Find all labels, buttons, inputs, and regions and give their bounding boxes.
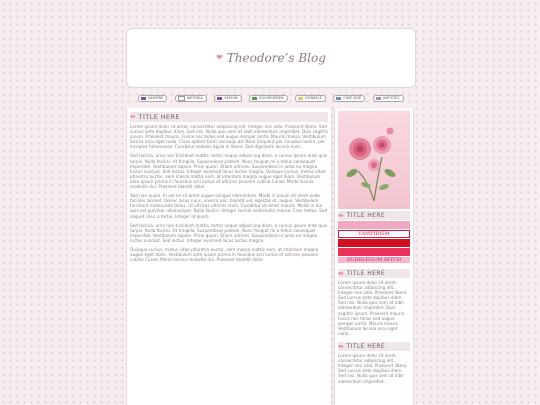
dash-icon: ▬ [338,211,344,219]
sidebar-section-header [338,269,410,278]
badge-red[interactable] [338,239,410,247]
nav-label: CIME SIDE [343,96,362,100]
dash-icon: ▬ [338,269,344,277]
post-paragraph: Sed lacinia, urna non tincidunt mattis, tortor neque adipiscing diam, a cursus ipsum ante quis turpis. Nulla facilisi. Ut fringilla. Suspendisse potenti. Nunc feugiat mi a tellus consequat imperdiet. Vestibulum sapien. Proin quam. Etiam ultrices. Suspendisse in justo eu magna luctus suscipit. Sed lectus. Integer euismod lacus luctus magna. [130,222,327,243]
sidebar-text: Lorem ipsum dolor sit amet, consectetur adipiscing elit. Integer nec odio. Praesent libero. Sed cursus ante dapibus diam. Sed nisi. Nulla quis sem at nibh elementum imperdiet. [338,353,408,384]
blog-title-wrap [216,51,326,65]
post-header [130,112,328,122]
blog-title[interactable]: Theodore’s Blog [226,51,326,65]
nav-button-cime-side[interactable] [333,95,365,102]
nav-swatch-icon [141,97,146,100]
nav-button-suchegreen[interactable] [249,95,287,102]
post-paragraph: Sed non quam. In vel mi sit amet augue congue elementum. Morbi in ipsum sit amet pede facilisis laoreet. Donec lacus nunc, viverra nec, blandit vel, egestas et, augue. Vestibulum tincidunt malesuada tellus. Ut ultrices ultrices enim. Curabitur sit amet mauris. Morbi in dui quis est pulvinar ullamcorper. Nulla facilisi. Integer lacinia sollicitudin massa. Cras metus. Sed aliquet risus a tortor. Integer id quam. [130,193,328,219]
blog-header [126,28,416,88]
nav-swatch-icon [178,96,185,101]
badge-list [338,221,410,263]
nav-swatch-icon [298,97,303,100]
sidebar [334,108,414,405]
nav-swatch-icon [376,97,381,100]
nav-swatch-icon [336,97,341,100]
badge-bubblegum[interactable]: BUBBLEGUM BITCH [338,257,410,263]
post-paragraph: Lorem ipsum dolor sit amet, consectetur adipiscing elit. Integer nec odio. Praesent libero. Sed cursus ante dapibus diam. Sed nisi. Nulla quis sem at nibh elementum imperdiet. Duis sagittis ipsum. Praesent mauris. Fusce nec tellus sed augue semper porta. Mauris massa. Vestibulum lacinia arcu eget nulla. Class aptent taciti sociosqu ad litora torquent per conubia nostra, per inceptos himenaeos. Curabitur sodales ligula in libero. Sed dignissim lacinia nunc. [130,124,328,150]
post-paragraph: Sed lacinia, urna non tincidunt mattis, tortor neque adipiscing diam, a cursus ipsum ante quis turpis. Nulla facilisi. Ut fringilla. Suspendisse potenti. Nunc feugiat mi a tellus consequat imperdiet. Vestibulum sapien. Proin quam. Etiam ultrices. Suspendisse in justo eu magna luctus suscipit. Sed lectus. Integer euismod lacus luctus magna. Quisque cursus, metus vitae pharetra auctor, sem massa mattis sem, at interdum magna augue eget diam. Vestibulum ante ipsum primis in faucibus orci luctus et ultrices posuere cubilia Curae; Morbi lacinia molestie dui. Praesent blandit dolor. [130,153,327,190]
nav-bar [138,95,404,102]
nav-label: ANTISTEC [382,96,400,100]
nav-button-vampire[interactable] [138,95,167,102]
sidebar-rose-image [338,111,410,209]
post-paragraph: Quisque cursus, metus vitae pharetra auctor, sem massa mattis sem, at interdum magna augue eget diam. Vestibulum ante ipsum primis in faucibus orci luctus et ultrices posuere cubilia Curae; Morbi lacinia molestie dui. Praesent blandit dolor. [130,246,319,263]
nav-label: DONRELE [305,96,322,100]
nav-label: SEXIUM [224,96,238,100]
badge-pink[interactable] [338,221,410,229]
nav-swatch-icon [252,97,257,100]
nav-button-sexium[interactable] [214,95,241,102]
sidebar-section-title: TITLE HERE [346,343,386,351]
sidebar-section-header [338,342,410,351]
main-content [126,108,332,405]
sidebar-text: Lorem ipsum dolor sit amet, consectetur adipiscing elit. Integer nec odio. Praesent libero. Sed cursus ante dapibus diam. Sed nisi. Nulla quis sem at nibh elementum imperdiet. Duis sagittis ipsum. Praesent mauris. Fusce nec tellus sed augue semper porta. Mauris massa. Vestibulum lacinia arcu eget nulla. [338,280,408,336]
nav-label: SUCHEGREEN [259,96,284,100]
nav-label: WEITHEA [186,96,203,100]
nav-swatch-icon [217,97,222,100]
post-body [127,122,331,262]
nav-button-antistec[interactable] [373,95,404,102]
sidebar-badges-header [338,211,410,220]
dash-icon: ▬ [338,342,344,350]
post-title[interactable]: TITLE HERE [138,113,180,121]
sidebar-badges-title: TITLE HERE [346,212,386,219]
rose-illustration-icon [338,111,410,209]
sidebar-section-title: TITLE HERE [346,270,386,277]
nav-label: VAMPIRE [148,96,164,100]
badge-vampirism[interactable]: VAMPIRISM [338,230,410,238]
dash-icon: ▬ [130,113,136,120]
heart-icon: ❤ [216,53,223,62]
badge-crimson[interactable] [338,248,410,256]
nav-button-donrele[interactable] [295,95,326,102]
nav-button-weithea[interactable] [175,95,207,102]
